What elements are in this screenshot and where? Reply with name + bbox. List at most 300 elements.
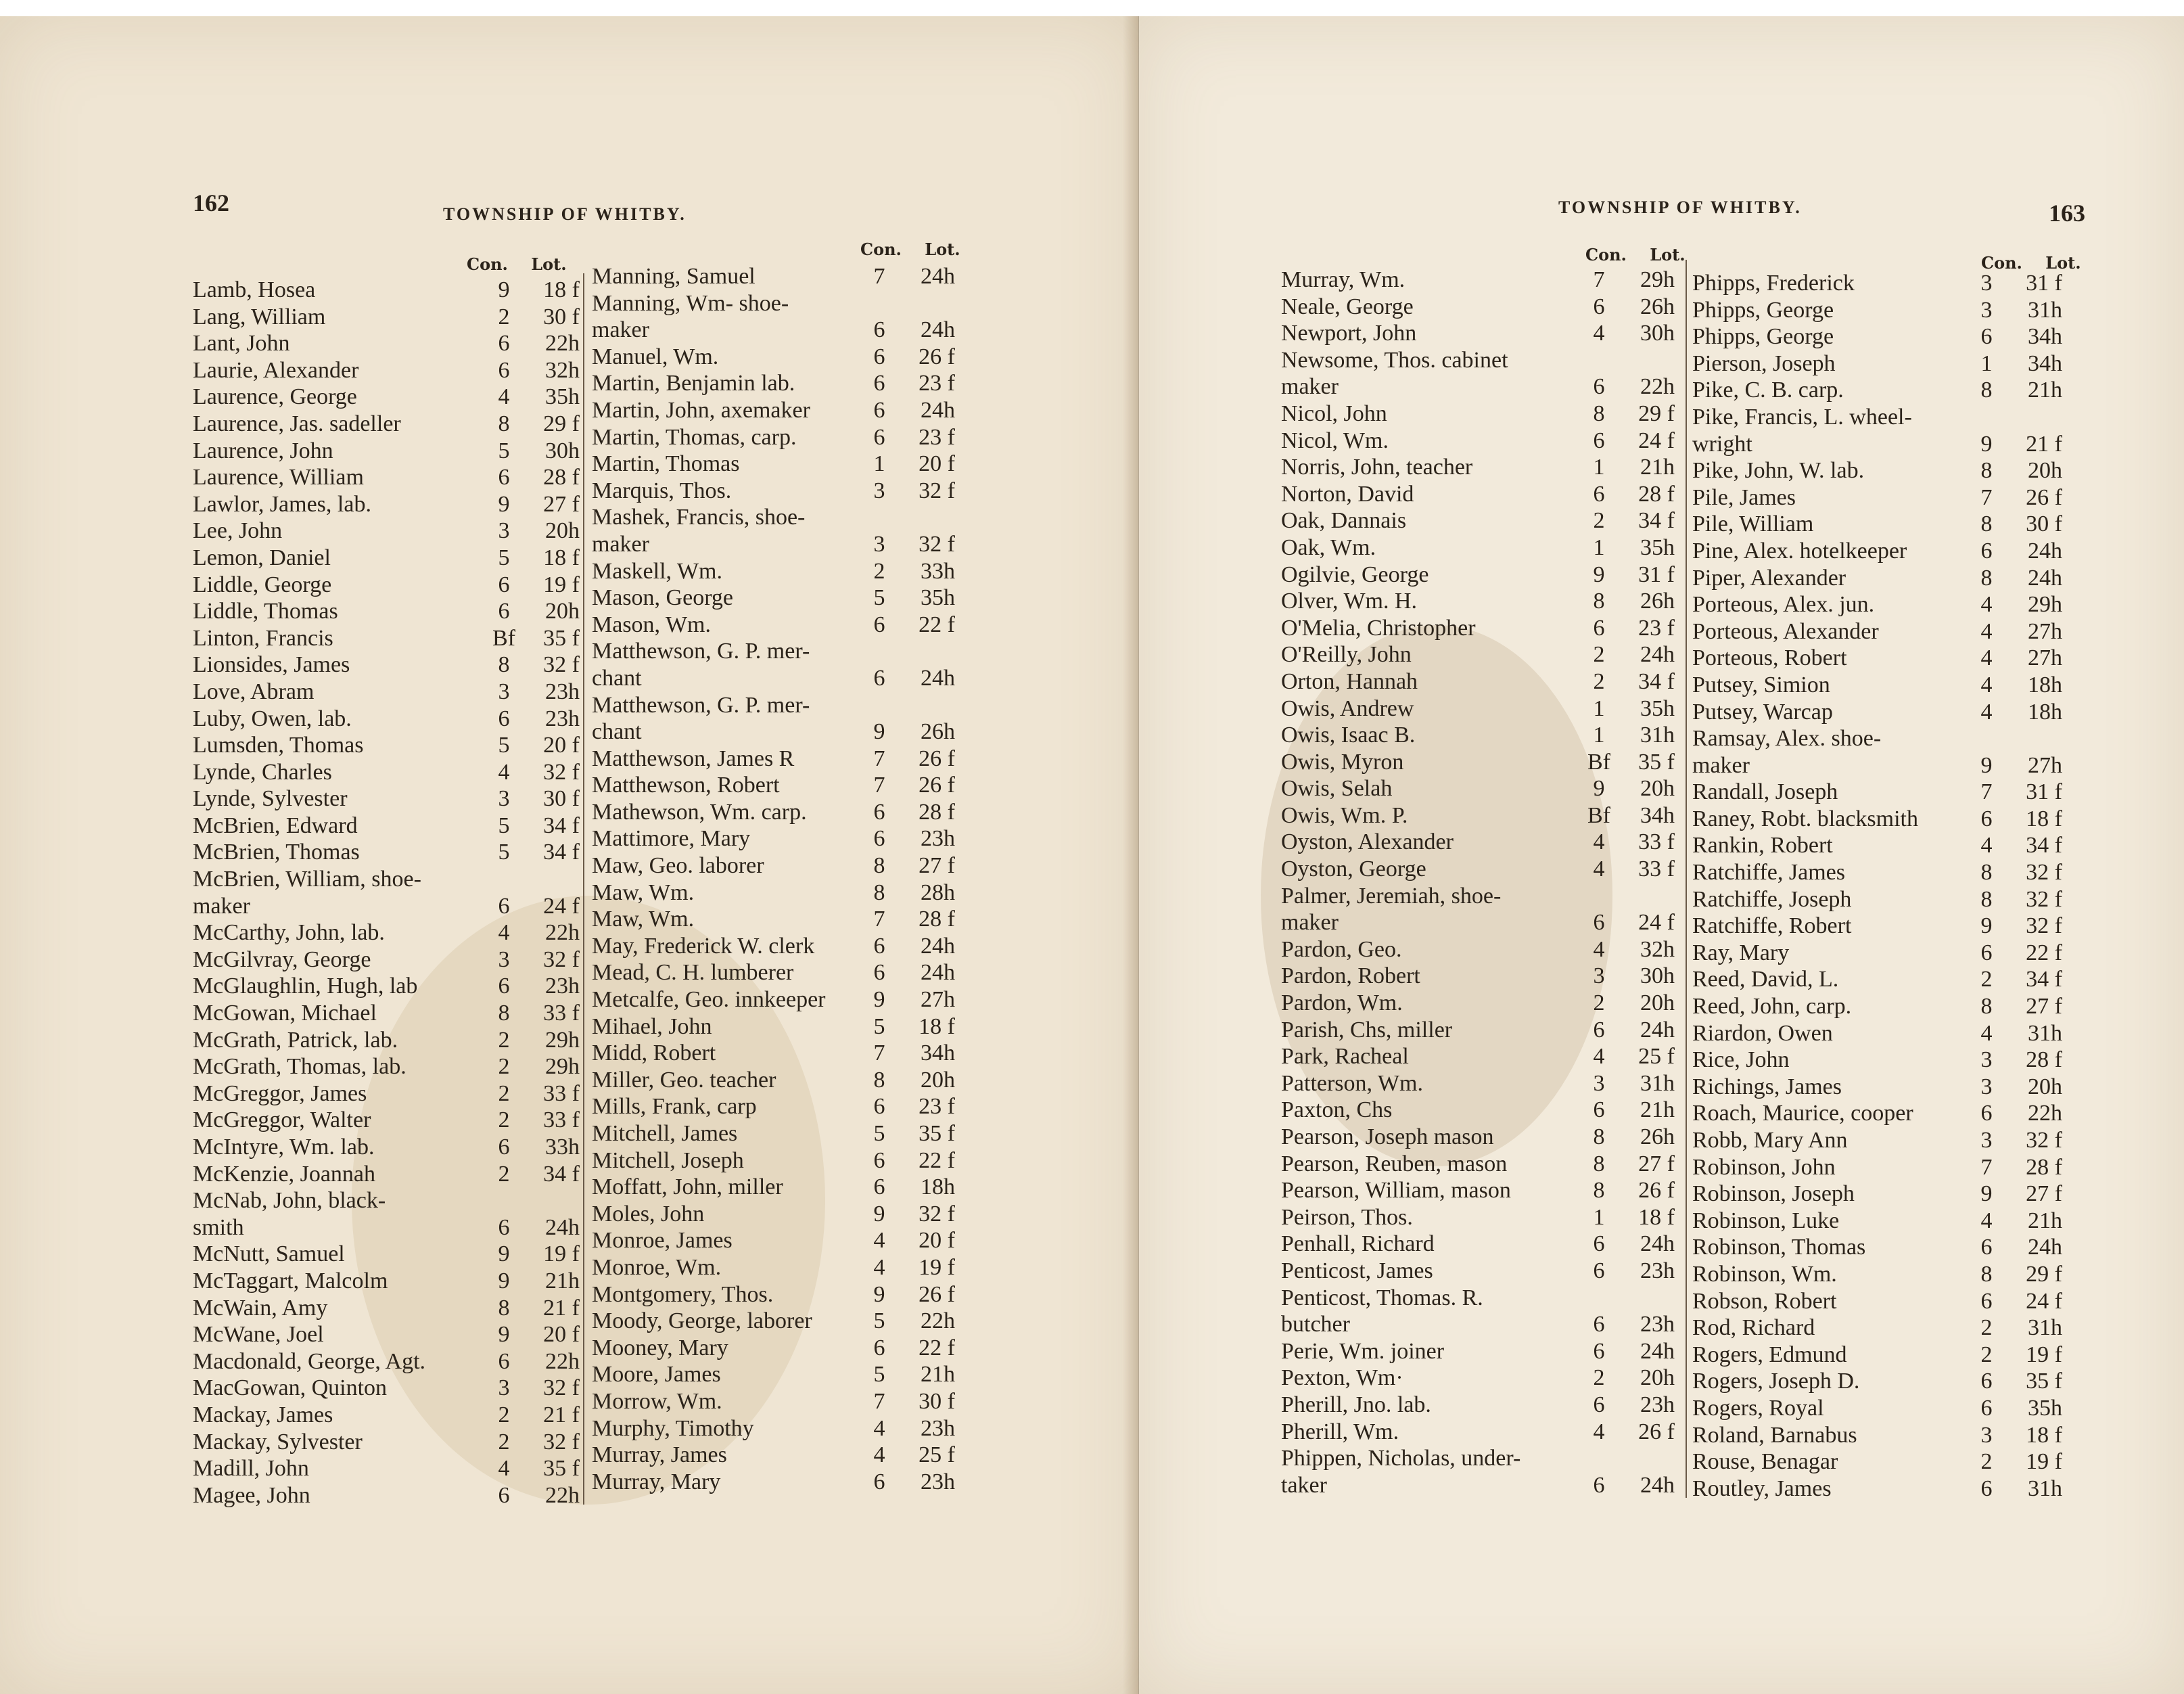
resident-name: Pearson, Reuben, mason — [1281, 1151, 1508, 1176]
concession-value: 9 — [873, 719, 885, 745]
lot-value — [900, 638, 960, 665]
concession-value: 8 — [873, 1067, 885, 1093]
lot-value: 21 f — [543, 1295, 580, 1321]
lot-value: 32h — [545, 357, 580, 383]
lot-value: 35h — [545, 384, 580, 410]
resident-name: Martin, Thomas — [592, 451, 740, 477]
lot-value: 20 f — [919, 451, 955, 477]
list-item — [1692, 1100, 2068, 1127]
list-item — [1692, 1314, 2068, 1342]
resident-name: Mashek, Francis, shoe- — [592, 505, 806, 530]
resident-name: Murray, Wm. — [1281, 267, 1405, 292]
column-rule — [583, 273, 584, 1505]
lot-value: 27h — [2028, 618, 2062, 644]
list-item — [1281, 534, 1680, 562]
concession-value: 9 — [498, 491, 510, 517]
concession-value: 6 — [873, 424, 885, 450]
resident-name: Laurence, Jas. sadeller — [193, 411, 401, 436]
list-item — [592, 1388, 960, 1415]
concession-value: 7 — [873, 264, 885, 289]
concession-value: 6 — [1593, 1312, 1605, 1337]
resident-name: Morrow, Wm. — [592, 1388, 722, 1414]
list-item — [193, 866, 585, 893]
lot-value — [524, 866, 585, 893]
resident-name: Ratchiffe, Robert — [1692, 913, 1852, 939]
concession-value: 6 — [873, 344, 885, 369]
concession-value: 6 — [873, 317, 885, 343]
right-column-2 — [1692, 270, 2068, 1502]
list-item — [592, 799, 960, 826]
list-item — [1692, 1047, 2068, 1074]
list-item — [193, 1134, 585, 1161]
lot-value: 20h — [545, 599, 580, 624]
resident-name: Pierson, Joseph — [1692, 350, 1836, 376]
resident-name: Lemon, Daniel — [193, 545, 331, 570]
lot-value: 32 f — [919, 531, 955, 557]
con-header: Con. — [467, 254, 508, 274]
concession-value: 6 — [498, 572, 510, 597]
list-item — [1281, 641, 1680, 668]
lot-value: 26 f — [919, 344, 955, 369]
concession-value: 6 — [498, 465, 510, 490]
list-item — [1281, 883, 1680, 910]
resident-name: Moles, John — [592, 1201, 705, 1227]
list-item — [193, 1321, 585, 1348]
list-item — [1692, 1342, 2068, 1369]
concession-value: 8 — [498, 411, 510, 436]
resident-name: Pike, John, W. lab. — [1692, 458, 1865, 484]
resident-name: maker — [1281, 374, 1339, 400]
resident-name: Lee, John — [193, 518, 283, 544]
concession-value: 4 — [873, 1228, 885, 1254]
resident-name: Mackay, James — [193, 1402, 333, 1427]
resident-name: Martin, Thomas, carp. — [592, 424, 797, 450]
list-item — [193, 651, 585, 679]
resident-name: Pardon, Robert — [1281, 963, 1420, 989]
lot-value: 28 f — [543, 465, 580, 490]
list-item — [592, 478, 960, 505]
lot-value: 27 f — [543, 491, 580, 517]
concession-value: 3 — [1980, 1422, 1993, 1448]
lot-value: 18 f — [2026, 806, 2062, 831]
lot-value: 31 f — [1638, 562, 1675, 587]
list-item — [1692, 806, 2068, 833]
concession-value — [1579, 883, 1619, 910]
list-item — [193, 812, 585, 840]
lot-value: 21 f — [2026, 431, 2062, 457]
lot-value: 23h — [921, 1469, 955, 1494]
concession-value: 6 — [873, 1469, 885, 1494]
list-item — [1281, 615, 1680, 642]
lot-value: 29h — [1640, 267, 1675, 292]
lot-value: 19 f — [2026, 1342, 2062, 1367]
lot-value: 26 f — [2026, 484, 2062, 510]
lot-header: Lot. — [2045, 253, 2081, 273]
lot-value: 22 f — [2026, 940, 2062, 965]
lot-value — [1619, 1445, 1680, 1472]
list-item — [193, 1429, 585, 1456]
lot-value: 27h — [921, 987, 955, 1013]
concession-value: 7 — [873, 1040, 885, 1066]
concession-value: 2 — [1980, 1342, 1993, 1367]
concession-value: 3 — [1980, 297, 1993, 323]
lot-value: 23h — [545, 974, 580, 999]
list-item — [592, 906, 960, 933]
concession-value: 3 — [1980, 1128, 1993, 1153]
list-item — [592, 638, 960, 665]
concession-value: 8 — [498, 1001, 510, 1026]
list-item — [1281, 963, 1680, 990]
lot-value: 24h — [2028, 1235, 2062, 1260]
resident-name: Owis, Myron — [1281, 749, 1404, 775]
list-item — [193, 384, 585, 411]
lot-value: 27h — [2028, 645, 2062, 671]
list-item — [1281, 347, 1680, 374]
resident-name: Pile, William — [1692, 511, 1814, 537]
concession-value: 4 — [1593, 856, 1605, 882]
list-item — [592, 852, 960, 879]
lot-value: 32 f — [2026, 1128, 2062, 1153]
list-item — [592, 879, 960, 907]
list-item — [1281, 1043, 1680, 1070]
concession-value: 7 — [873, 1388, 885, 1414]
list-item — [592, 1093, 960, 1120]
list-item — [592, 1174, 960, 1201]
list-item — [1281, 1365, 1680, 1392]
list-item — [193, 330, 585, 357]
resident-name: Luby, Owen, lab. — [193, 706, 352, 731]
concession-value — [859, 290, 900, 317]
concession-value: 8 — [1593, 400, 1605, 426]
concession-value: 8 — [873, 879, 885, 905]
concession-value: 6 — [873, 799, 885, 825]
concession-value: 3 — [498, 786, 510, 812]
resident-name: maker — [1281, 910, 1339, 936]
resident-name: Pile, James — [1692, 484, 1796, 510]
list-item — [592, 1227, 960, 1254]
concession-value: 6 — [1593, 1231, 1605, 1257]
lot-value: 20h — [545, 518, 580, 544]
list-item — [1692, 913, 2068, 940]
list-item — [1281, 1097, 1680, 1124]
concession-value: 2 — [498, 1080, 510, 1106]
list-item — [1281, 1151, 1680, 1178]
lot-value: 28 f — [919, 907, 955, 932]
list-item — [592, 718, 960, 746]
list-item — [193, 893, 585, 920]
right-page-title: TOWNSHIP OF WHITBY. — [1558, 198, 1802, 217]
lot-value: 18 f — [543, 545, 580, 570]
lot-value: 25 f — [1638, 1044, 1675, 1070]
lot-value: 20 f — [543, 733, 580, 758]
resident-name: Maw, Wm. — [592, 907, 695, 932]
lot-value: 23h — [921, 1415, 955, 1441]
lot-value: 30h — [1640, 963, 1675, 989]
resident-name: Rankin, Robert — [1692, 833, 1833, 859]
list-item — [193, 1268, 585, 1295]
lot-value: 26h — [921, 719, 955, 745]
right-column-1 — [1281, 267, 1680, 1498]
list-item — [193, 732, 585, 759]
lot-value — [1619, 347, 1680, 374]
concession-value: 1 — [1593, 723, 1605, 748]
lot-value: 20 f — [543, 1322, 580, 1348]
concession-value: 6 — [1980, 1235, 1993, 1260]
lot-value: 24h — [921, 933, 955, 959]
resident-name: Nicol, John — [1281, 400, 1387, 426]
list-item — [1281, 454, 1680, 481]
concession-value: 8 — [873, 853, 885, 879]
lot-value: 24h — [921, 264, 955, 289]
list-item — [193, 277, 585, 304]
lot-value: 29h — [2028, 592, 2062, 618]
lot-value: 24 f — [1638, 910, 1675, 936]
lot-value: 31h — [2028, 1475, 2062, 1501]
resident-name: maker — [193, 893, 250, 919]
resident-name: maker — [592, 531, 649, 557]
list-item — [592, 1415, 960, 1442]
lot-value: 35h — [921, 585, 955, 611]
lot-value: 20 f — [919, 1228, 955, 1254]
concession-value: 7 — [873, 773, 885, 798]
lot-value: 32 f — [919, 1201, 955, 1227]
list-item — [1692, 940, 2068, 967]
lot-value: 18h — [921, 1174, 955, 1200]
lot-value: 33h — [545, 1135, 580, 1160]
resident-name: Robinson, Joseph — [1692, 1181, 1855, 1207]
list-item — [1692, 270, 2068, 297]
list-item — [1692, 1074, 2068, 1101]
list-item — [193, 1348, 585, 1375]
lot-value: 27 f — [2026, 994, 2062, 1020]
concession-value: 5 — [873, 1013, 885, 1039]
list-item — [1281, 1017, 1680, 1044]
lot-value: 23 f — [1638, 615, 1675, 641]
lot-value: 20h — [1640, 776, 1675, 802]
lot-value: 21h — [1640, 455, 1675, 480]
list-item — [193, 491, 585, 518]
concession-value: 6 — [1980, 806, 1993, 831]
list-item — [1692, 1395, 2068, 1422]
lot-value: 31 f — [2026, 779, 2062, 805]
lot-value: 35h — [2028, 1395, 2062, 1421]
concession-value: 6 — [498, 1482, 510, 1508]
resident-name: Phippen, Nicholas, under- — [1281, 1446, 1521, 1471]
lot-value: 23h — [545, 679, 580, 704]
lot-value: 32h — [1640, 936, 1675, 962]
lot-value: 33 f — [543, 1107, 580, 1133]
concession-value: 6 — [873, 1147, 885, 1173]
resident-name: Pardon, Geo. — [1281, 936, 1402, 962]
resident-name: Rice, John — [1692, 1047, 1790, 1073]
list-item — [1692, 1261, 2068, 1288]
concession-value: 4 — [498, 1456, 510, 1482]
resident-name: Peirson, Thos. — [1281, 1204, 1413, 1230]
lot-value: 30h — [1640, 321, 1675, 346]
concession-value: 4 — [1593, 829, 1605, 855]
resident-name: Laurie, Alexander — [193, 357, 359, 383]
lot-value: 34h — [921, 1040, 955, 1066]
resident-name: Owis, Isaac B. — [1281, 723, 1416, 748]
concession-value: 7 — [1980, 1154, 1993, 1180]
resident-name: Pardon, Wm. — [1281, 990, 1403, 1016]
resident-name: Monroe, James — [592, 1228, 733, 1254]
resident-name: McBrien, Edward — [193, 812, 358, 838]
lot-value: 34 f — [1638, 508, 1675, 534]
resident-name: Paxton, Chs — [1281, 1097, 1393, 1123]
resident-name: Putsey, Warcap — [1692, 699, 1833, 725]
lot-value — [524, 1187, 585, 1214]
concession-value: 6 — [1593, 1017, 1605, 1043]
resident-name: Owis, Andrew — [1281, 695, 1414, 721]
concession-value: 3 — [1980, 1047, 1993, 1073]
concession-value: 7 — [1980, 484, 1993, 510]
concession-value: 4 — [1980, 645, 1993, 671]
concession-value: 6 — [1593, 1097, 1605, 1123]
resident-name: McGrath, Patrick, lab. — [193, 1027, 398, 1053]
lot-value: 26 f — [1638, 1178, 1675, 1204]
concession-value — [1966, 404, 2007, 431]
concession-value: 6 — [1980, 1288, 1993, 1314]
lot-value: 34h — [2028, 350, 2062, 376]
concession-value: 9 — [1980, 913, 1993, 939]
resident-name: Murray, James — [592, 1442, 727, 1468]
lot-value: 31h — [1640, 723, 1675, 748]
list-item — [592, 558, 960, 585]
lot-value: 35h — [1640, 695, 1675, 721]
list-item — [193, 1241, 585, 1268]
list-item — [592, 1281, 960, 1308]
concession-value — [1966, 725, 2007, 752]
list-item — [592, 1308, 960, 1335]
concession-value: 6 — [1593, 615, 1605, 641]
lot-value — [900, 504, 960, 531]
list-item — [193, 1482, 585, 1509]
concession-value: 4 — [1980, 618, 1993, 644]
concession-value: 4 — [1593, 321, 1605, 346]
resident-name: Laurence, George — [193, 384, 357, 410]
list-item — [1281, 481, 1680, 508]
concession-value: 6 — [498, 331, 510, 357]
lot-value: 21h — [2028, 1208, 2062, 1233]
concession-value: 5 — [498, 438, 510, 463]
list-item — [1692, 993, 2068, 1020]
concession-value: 5 — [498, 733, 510, 758]
concession-value: 2 — [1980, 1315, 1993, 1341]
resident-name: Macdonald, George, Agt. — [193, 1348, 426, 1374]
concession-value: 2 — [498, 304, 510, 329]
resident-name: McCarthy, John, lab. — [193, 920, 385, 946]
lot-value: 34 f — [543, 812, 580, 838]
list-item — [1692, 725, 2068, 752]
resident-name: Ratchiffe, James — [1692, 860, 1845, 886]
list-item — [1281, 1124, 1680, 1151]
concession-value: 6 — [1980, 1475, 1993, 1501]
list-item — [193, 1214, 585, 1241]
lot-value: 33 f — [543, 1080, 580, 1106]
lot-value: 30 f — [543, 304, 580, 329]
concession-value: 2 — [498, 1429, 510, 1455]
list-item — [1281, 267, 1680, 294]
lot-value: 22h — [921, 1308, 955, 1334]
lot-value: 22h — [1640, 374, 1675, 400]
lot-value: 34 f — [2026, 967, 2062, 992]
concession-value: 5 — [498, 545, 510, 570]
lot-value: 34 f — [543, 1161, 580, 1187]
resident-name: Phipps, Frederick — [1692, 271, 1855, 296]
list-item — [1692, 484, 2068, 511]
list-item — [1281, 668, 1680, 695]
list-item — [592, 370, 960, 397]
concession-value: 8 — [1980, 1261, 1993, 1287]
concession-value: 6 — [873, 612, 885, 637]
lot-value: 21h — [1640, 1097, 1675, 1123]
concession-value: 5 — [498, 840, 510, 865]
con-header: Con. — [860, 239, 902, 259]
list-item — [1692, 1422, 2068, 1449]
concession-value: 3 — [1593, 963, 1605, 989]
list-item — [1692, 618, 2068, 645]
resident-name: Lumsden, Thomas — [193, 733, 364, 758]
list-item — [193, 1000, 585, 1027]
concession-value: 5 — [873, 1362, 885, 1388]
lot-value: 24h — [921, 397, 955, 423]
resident-name: Montgomery, Thos. — [592, 1281, 774, 1307]
concession-value: 1 — [1980, 350, 1993, 376]
lot-value: 35 f — [1638, 749, 1675, 775]
concession-value: 8 — [498, 652, 510, 678]
lot-value: 31h — [2028, 1020, 2062, 1046]
lot-value: 34 f — [543, 840, 580, 865]
concession-value: 9 — [498, 1322, 510, 1348]
right-page-number: 163 — [2049, 200, 2085, 227]
concession-value: 7 — [873, 907, 885, 932]
concession-value: 6 — [498, 974, 510, 999]
list-item — [1692, 645, 2068, 672]
lot-value: 32 f — [543, 946, 580, 972]
resident-name: McTaggart, Malcolm — [193, 1268, 388, 1294]
concession-value: 6 — [1980, 538, 1993, 564]
lot-header: Lot. — [1650, 245, 1686, 265]
lot-value — [900, 692, 960, 719]
lot-value: 21h — [545, 1268, 580, 1294]
lot-value: 22h — [545, 331, 580, 357]
resident-name: Porteous, Alex. jun. — [1692, 592, 1875, 618]
resident-name: Mooney, Mary — [592, 1335, 728, 1360]
list-item — [193, 438, 585, 465]
list-item — [592, 1201, 960, 1228]
lot-value: 29 f — [1638, 400, 1675, 426]
list-item — [592, 692, 960, 719]
resident-name: McNutt, Samuel — [193, 1241, 345, 1267]
lot-value: 21 f — [543, 1402, 580, 1427]
resident-name: Rogers, Royal — [1692, 1395, 1824, 1421]
left-column-2 — [592, 263, 960, 1495]
resident-name: O'Melia, Christopher — [1281, 615, 1476, 641]
list-item — [1281, 507, 1680, 534]
list-item — [592, 1254, 960, 1281]
lot-value: 26 f — [919, 1281, 955, 1307]
list-item — [1281, 1204, 1680, 1231]
list-item — [1281, 1258, 1680, 1285]
lot-value: 30 f — [919, 1388, 955, 1414]
concession-value: 3 — [873, 478, 885, 503]
list-item — [1281, 588, 1680, 615]
concession-value: 4 — [498, 384, 510, 410]
list-item — [592, 397, 960, 424]
concession-value: 2 — [1593, 1365, 1605, 1391]
list-item — [1281, 428, 1680, 455]
